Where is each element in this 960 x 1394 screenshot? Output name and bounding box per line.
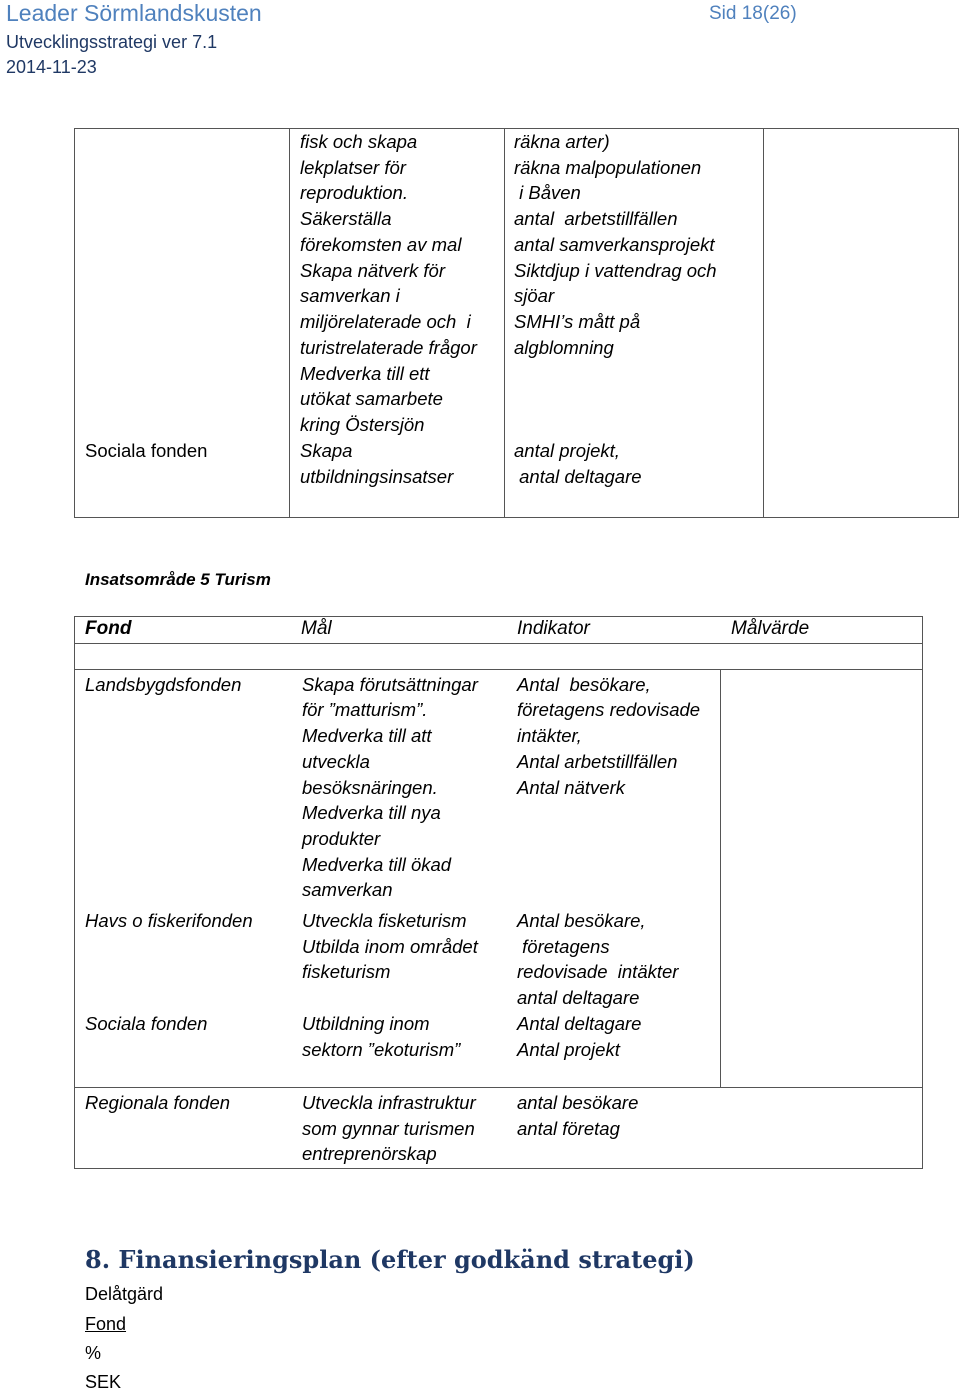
goal-line: Utveckla fisketurism <box>302 910 467 931</box>
column-divider <box>720 669 721 1088</box>
goal-line: samverkan <box>302 879 393 900</box>
indicator-line: Siktdjup i vattendrag och <box>514 260 717 281</box>
goal-line: kring Östersjön <box>300 414 425 435</box>
column-header-indicator: Indikator <box>517 618 590 639</box>
financing-item: SEK <box>85 1372 122 1392</box>
goal-line: miljörelaterade och i <box>300 311 471 332</box>
indicator-line: företagens <box>517 936 610 957</box>
goal-line: Medverka till ökad <box>302 854 452 875</box>
goal-line: Utbildning inom <box>302 1013 430 1034</box>
indicator-line: antal arbetstillfällen <box>514 208 678 229</box>
indicator-line: antal deltagare <box>517 987 640 1008</box>
header-spacer-row <box>74 643 923 670</box>
goal-line: produkter <box>302 828 381 849</box>
goal-line: samverkan i <box>300 285 400 306</box>
fund-name: Sociala fonden <box>85 440 208 461</box>
fund-name: Havs o fiskerifonden <box>85 910 253 931</box>
column-header-target-value: Målvärde <box>731 618 810 639</box>
goal-line: för ”matturism”. <box>302 699 428 720</box>
goal-line: Medverka till ett <box>300 363 430 384</box>
fund-name: Sociala fonden <box>85 1013 208 1034</box>
goal-line: besöksnäringen. <box>302 777 438 798</box>
indicator-line: redovisade intäkter <box>517 961 679 982</box>
indicator-line: i Båven <box>514 182 581 203</box>
goal-line: utökat samarbete <box>300 388 443 409</box>
financing-item: Fond <box>85 1314 127 1334</box>
goal-line: Utbilda inom området <box>302 936 478 957</box>
page-number: Sid 18(26) <box>709 3 797 24</box>
section-title: Insatsområde 5 Turism <box>85 570 271 589</box>
goal-line: utbildningsinsatser <box>300 466 454 487</box>
indicator-line: Antal deltagare <box>517 1013 642 1034</box>
indicator-line: antal besökare <box>517 1092 639 1113</box>
document-subtitle: Utvecklingsstrategi ver 7.1 <box>6 32 218 52</box>
goal-line: som gynnar turismen <box>302 1118 475 1139</box>
financing-item: Delåtgärd <box>85 1284 164 1304</box>
fund-name: Landsbygdsfonden <box>85 674 242 695</box>
financing-item: % <box>85 1343 102 1363</box>
indicator-line: SMHI’s mått på <box>514 311 641 332</box>
indicator-line: antal företag <box>517 1118 620 1139</box>
indicator-line: Antal arbetstillfällen <box>517 751 678 772</box>
goal-line: utveckla <box>302 751 370 772</box>
goal-line: reproduktion. <box>300 182 408 203</box>
goal-line: turistrelaterade frågor <box>300 337 477 358</box>
fund-name: Regionala fonden <box>85 1092 231 1113</box>
indicator-line: antal deltagare <box>514 466 642 487</box>
indicator-line: räkna arter) <box>514 131 610 152</box>
indicator-line: intäkter, <box>517 725 582 746</box>
target-value-cell <box>763 128 959 518</box>
indicator-line: antal samverkansprojekt <box>514 234 715 255</box>
goal-line: sektorn ”ekoturism” <box>302 1039 461 1060</box>
column-header-goal: Mål <box>301 618 332 639</box>
goal-line: Skapa <box>300 440 353 461</box>
goal-line: Medverka till nya <box>302 802 441 823</box>
goal-line: Skapa förutsättningar <box>302 674 478 695</box>
goal-line: Skapa nätverk för <box>300 260 445 281</box>
goal-line: lekplatser för <box>300 157 406 178</box>
indicator-line: Antal projekt <box>517 1039 620 1060</box>
indicator-line: sjöar <box>514 285 555 306</box>
indicator-line: algblomning <box>514 337 614 358</box>
goal-line: entreprenörskap <box>302 1143 437 1164</box>
goal-line: Medverka till att <box>302 725 432 746</box>
goal-line: fisketurism <box>302 961 391 982</box>
indicator-line: antal projekt, <box>514 440 620 461</box>
indicator-line: Antal nätverk <box>517 777 625 798</box>
document-date: 2014-11-23 <box>6 57 97 77</box>
goal-line: Utveckla infrastruktur <box>302 1092 476 1113</box>
indicator-line: företagens redovisade <box>517 699 701 720</box>
indicator-line: räkna malpopulationen <box>514 157 702 178</box>
column-header-fund: Fond <box>85 618 132 639</box>
indicator-line: Antal besökare, <box>517 910 646 931</box>
document-title: Leader Sörmlandskusten <box>6 0 262 26</box>
goal-line: fisk och skapa <box>300 131 418 152</box>
section-heading: 8. Finansieringsplan (efter godkänd strategi) <box>85 1245 695 1274</box>
goal-line: Säkerställa <box>300 208 392 229</box>
indicator-line: Antal besökare, <box>517 674 651 695</box>
goal-line: förekomsten av mal <box>300 234 462 255</box>
